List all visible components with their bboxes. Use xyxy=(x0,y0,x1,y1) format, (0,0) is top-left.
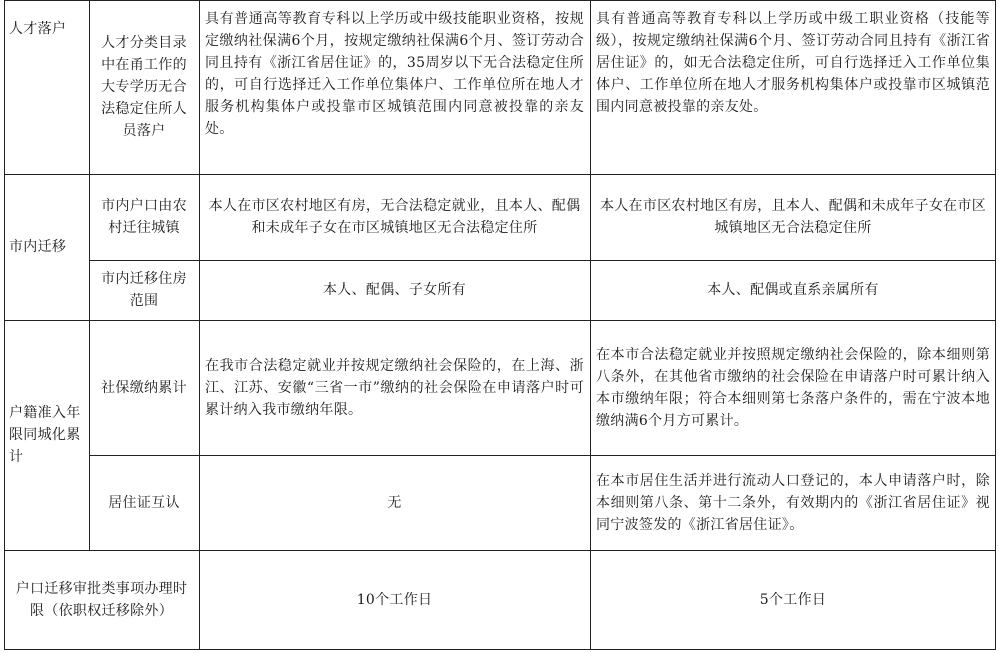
item-residence-permit xyxy=(89,455,199,550)
old-policy-housing-scope-text: 本人、配偶、子女所有 xyxy=(323,282,466,298)
new-policy-talent-text: 具有普通高等教育专科以上学历或中级工职业资格（技能等级），按规定缴纳社保满6个月、签订劳动合同且持有《浙江省居住证》的，如无合法稳定住所，可自行选择迁入工作单位集体户、工作单位所在地人才服务机构集体户或投靠市区城镇范围内同意被投靠的亲友处。 xyxy=(596,11,990,115)
border-left xyxy=(4,0,5,650)
category-intra-city xyxy=(4,174,89,320)
new-policy-processing-time-text: 5个工作日 xyxy=(759,592,827,608)
item-talent xyxy=(89,0,199,174)
old-policy-residence-permit xyxy=(199,455,590,550)
new-policy-housing-scope-text: 本人、配偶或直系亲属所有 xyxy=(707,282,879,298)
old-policy-rural-to-urban xyxy=(199,174,590,260)
policy-comparison-table xyxy=(4,0,996,650)
old-policy-talent xyxy=(199,0,590,174)
item-social-insurance-label: 社保缴纳累计 xyxy=(101,379,187,396)
old-policy-housing-scope xyxy=(199,260,590,320)
category-talent-label: 人才落户 xyxy=(9,21,67,37)
hline-intra-sub xyxy=(89,260,996,261)
new-policy-residence-permit xyxy=(590,455,996,550)
old-policy-talent-text: 具有普通高等教育专科以上学历或中级技能职业资格，按规定缴纳社保满6个月，按规定缴纳社保满6个月、签订劳动合同且持有《浙江省居住证》的，35周岁以下无合法稳定住所的，可自行选择迁入工作单位集体户、工作单位所在地人才服务机构集体户或投靠市区城镇范围内同意被投靠的亲友处。 xyxy=(205,11,584,137)
new-policy-talent xyxy=(590,0,996,174)
hline-row2 xyxy=(4,320,996,321)
new-policy-processing-time xyxy=(590,550,996,650)
hline-row1 xyxy=(4,174,996,175)
vline-policy xyxy=(590,0,591,650)
new-policy-rural-to-urban-text: 本人在市区农村地区有房，且本人、配偶和未成年子女在市区城镇地区无合法稳定住所 xyxy=(599,198,987,236)
old-policy-social-insurance xyxy=(199,320,590,455)
new-policy-social-insurance-text: 在本市合法稳定就业并按照规定缴纳社会保险的，除本细则第八条外，在其他省市缴纳的社会保险在申请落户时可累计纳入本市缴纳年限；符合本细则第七条落户条件的，需在宁波本地缴纳满6个月方可累计。 xyxy=(596,346,990,429)
hline-years-sub xyxy=(89,455,996,456)
old-policy-residence-permit-text: 无 xyxy=(387,494,402,511)
category-processing-time-label: 户口迁移审批类事项办理时限（依职权迁移除外） xyxy=(15,581,188,619)
item-housing-scope xyxy=(89,260,199,320)
item-housing-scope-label: 市内迁移住房范围 xyxy=(101,271,187,309)
border-bottom xyxy=(4,649,996,650)
new-policy-residence-permit-text: 在本市居住生活并进行流动人口登记的，本人申请落户时，除本细则第八条、第十二条外，有效期内的《浙江省居住证》视同宁波签发的《浙江省居住证》。 xyxy=(596,472,990,533)
item-rural-to-urban xyxy=(89,174,199,260)
new-policy-rural-to-urban xyxy=(590,174,996,260)
category-residency-years-label: 户籍准入年限同城化累计 xyxy=(9,405,81,465)
item-rural-to-urban-label: 市内户口由农村迁往城镇 xyxy=(101,198,187,236)
item-talent-label: 人才分类目录中在甬工作的大专学历无合法稳定住所人员落户 xyxy=(101,35,187,139)
old-policy-processing-time xyxy=(199,550,590,650)
item-social-insurance xyxy=(89,320,199,455)
old-policy-rural-to-urban-text: 本人在市区农村地区有房，无合法稳定就业，且本人、配偶和未成年子女在市区城镇地区无合法稳定住所 xyxy=(208,198,581,236)
vline-category xyxy=(89,0,90,550)
vline-item xyxy=(199,0,200,650)
border-right xyxy=(995,0,996,650)
new-policy-social-insurance xyxy=(590,320,996,455)
category-residency-years xyxy=(4,320,89,550)
border-top xyxy=(4,0,996,1)
old-policy-processing-time-text: 10个工作日 xyxy=(356,592,433,608)
item-residence-permit-label: 居住证互认 xyxy=(108,494,180,511)
old-policy-social-insurance-text: 在我市合法稳定就业并按规定缴纳社会保险的，在上海、浙江、江苏、安徽“三省一市”缴纳的社会保险在申请落户时可累计纳入我市缴纳年限。 xyxy=(205,357,584,418)
hline-row3 xyxy=(4,550,996,551)
category-talent xyxy=(4,0,89,174)
category-processing-time xyxy=(4,550,199,650)
category-intra-city-label: 市内迁移 xyxy=(9,239,67,255)
new-policy-housing-scope xyxy=(590,260,996,320)
